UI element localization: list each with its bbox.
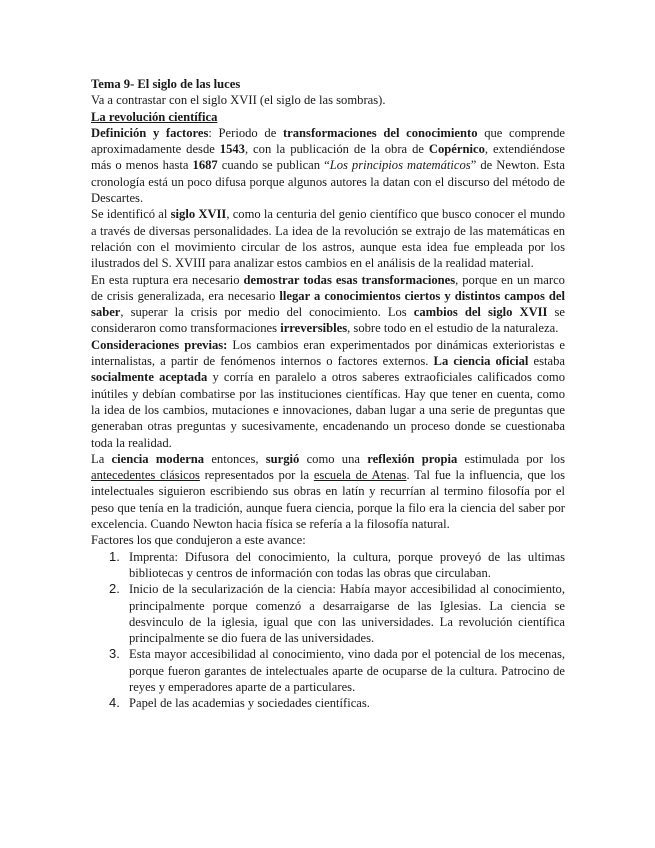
section-heading: La revolución científica bbox=[91, 109, 218, 124]
paragraph-ciencia-moderna: La ciencia moderna entonces, surgió como una reflexión propia estimulada por los antecedentes clásicos representados por la escuela de Atenas. Tal fue la influencia, que los intelectuales siguieron escribiendo sus obras en latín y recurrían al termino filosofía por el peso que tenía en la tradición, aunque fuera ciencia, porque la filo era la ciencia del saber por excelencia. Cuando Newton hacia física se refería a la filosofía natural. bbox=[91, 451, 566, 532]
paragraph-siglo-xvii: Se identificó al siglo XVII, como la centuria del genio científico que busco conocer el mundo a través de diversas personalidades. La idea de la revolución se extrajo de las matemáticas en relación con el movimiento circular de los astros, aunque esta idea fue empleada por los ilustrados del S. XVIII para analizar estos cambios en el análisis de la realidad material. bbox=[91, 207, 566, 271]
list-item bbox=[109, 695, 565, 711]
paragraph-consideraciones: Consideraciones previas: Los cambios eran experimentados por dinámicas exterioristas e internalistas, a partir de fenómenos internos o factores externos. La ciencia oficial estaba socialmente aceptada y corría en paralelo a otros saberes extraoficiales calificados como inútiles y debían combatirse por las instituciones científicas. Hay que tener en cuenta, como la idea de los cambios, mutaciones e innovaciones, daban lugar a una serie de preguntas que generaban otras preguntas y sucesivamente, encadenando un proceso donde se cuestionaba toda la realidad. bbox=[91, 337, 565, 450]
list-item-text: Esta mayor accesibilidad al conocimiento, vino dada por el potencial de los mecenas, porque fueron garantes de intelectuales aparte de ocuparse de la cultura. Patrocino de reyes y emperadores aparte de a particulares. bbox=[129, 647, 565, 694]
paragraph-definicion: Definición y factores: Periodo de transformaciones del conocimiento que comprende aproximadamente desde 1543, con la publicación de la obra de Copérnico, extendiéndose más o menos hasta 1687 cuando se publican “Los principios matemáticos” de Newton. Esta cronología está un poco difusa porque algunos autores la datan con el discurso del método de Descartes. bbox=[91, 125, 566, 206]
list-item-text: Imprenta: Difusora del conocimiento, la cultura, porque proveyó de las ultimas bibliotecas y centros de información con todas las obras que circulaban. bbox=[129, 549, 565, 580]
list-item-number: 1. bbox=[109, 548, 120, 564]
list-item bbox=[109, 581, 565, 646]
document-title: Tema 9- El siglo de las luces bbox=[91, 77, 241, 91]
list-item-number: 3. bbox=[109, 646, 120, 662]
document-subtitle: Va a contrastar con el siglo XVII (el siglo de las sombras). bbox=[91, 93, 386, 108]
list-item-number: 4. bbox=[109, 695, 120, 711]
list-item-number: 2. bbox=[109, 581, 120, 597]
list-item bbox=[109, 548, 565, 582]
paragraph-ruptura: En esta ruptura era necesario demostrar todas esas transformaciones, porque en un marco de crisis generalizada, era necesario llegar a conocimientos ciertos y distintos campos del saber, superar la crisis por medio del conocimiento. Los cambios del siglo XVII se consideraron como transformaciones irreversibles, sobre todo en el estudio de la naturaleza. bbox=[91, 272, 565, 336]
factors-list bbox=[91, 549, 565, 712]
factors-intro: Factores los que condujeron a este avance: bbox=[91, 533, 306, 548]
list-item-text: Inicio de la secularización de la ciencia: Había mayor accesibilidad al conocimiento, principalmente porque comenzó a desarraigarse de las Iglesias. La ciencia se desvinculo de la iglesia, igual que con las universidades. La revolución científica principalmente se dio fuera de las universidades. bbox=[129, 582, 565, 646]
list-item bbox=[109, 646, 565, 695]
list-item-text: Papel de las academias y sociedades científicas. bbox=[129, 696, 370, 711]
